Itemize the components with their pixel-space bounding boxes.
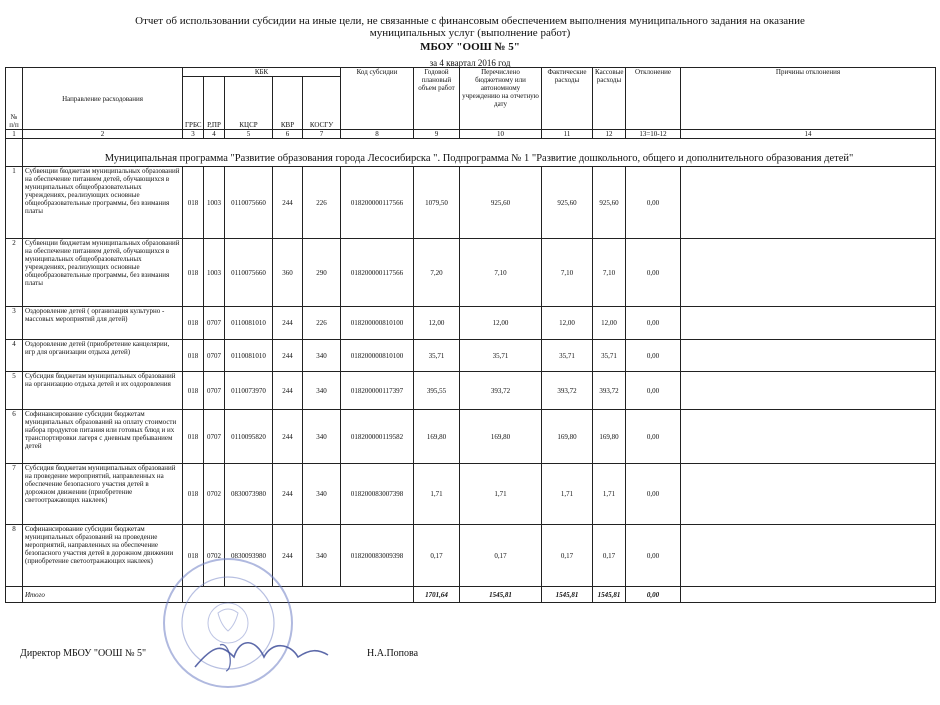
cell-direction: Субвенции бюджетам муниципальных образований на обеспечение питанием детей, обучающихся в муниципальных общеобразовательных учреждениях, реализующих основные общеобразовательные программы, без взимания платы <box>23 239 183 307</box>
col-number: 12 <box>593 130 626 139</box>
cell-deviation: 0,00 <box>626 372 681 410</box>
total-annual: 1701,64 <box>414 587 460 603</box>
cell-cash: 7,10 <box>593 239 626 307</box>
director-title: Директор МБОУ "ООШ № 5" <box>20 648 147 659</box>
cell-transferred: 925,60 <box>460 167 542 239</box>
cell-cash: 0,17 <box>593 525 626 587</box>
cell-grbs: 018 <box>183 464 204 525</box>
cell-n: 4 <box>6 340 23 372</box>
cell-deviation: 0,00 <box>626 464 681 525</box>
cell-rpr: 0702 <box>204 464 225 525</box>
report-title-line2: муниципальных услуг (выполнение работ) <box>369 27 571 39</box>
cell-kvr: 244 <box>273 525 303 587</box>
cell-annual: 12,00 <box>414 307 460 340</box>
col-number: 8 <box>341 130 414 139</box>
col-number: 6 <box>273 130 303 139</box>
program-title: Муниципальная программа "Развитие образования города Лесосибирска ". Подпрограмма № 1 "Развитие дошкольного, общего и дополнительного образования детей" <box>23 139 936 167</box>
cell-kcsr: 0830093980 <box>225 525 273 587</box>
cell-cash: 393,72 <box>593 372 626 410</box>
cell-annual: 169,80 <box>414 410 460 464</box>
program-num-cell <box>6 139 23 167</box>
handwritten-signature <box>195 643 328 667</box>
cell-kosgu: 340 <box>303 464 341 525</box>
col-direction-header: Направление расходования <box>23 68 183 130</box>
cell-reason <box>681 340 936 372</box>
cell-cash: 12,00 <box>593 307 626 340</box>
col-number: 14 <box>681 130 936 139</box>
cell-n: 8 <box>6 525 23 587</box>
cell-cash: 925,60 <box>593 167 626 239</box>
cell-kosgu: 226 <box>303 167 341 239</box>
cell-direction: Оздоровление детей (приобретение канцелярии, игр для организации отдыха детей) <box>23 340 183 372</box>
cell-cash: 1,71 <box>593 464 626 525</box>
report-period: за 4 квартал 2016 год <box>429 58 511 68</box>
col-number: 13=10-12 <box>626 130 681 139</box>
cell-code: 018200000117397 <box>341 372 414 410</box>
cell-kosgu: 226 <box>303 307 341 340</box>
col-kvr-header: КВР <box>273 77 303 130</box>
col-number: 10 <box>460 130 542 139</box>
cell-reason <box>681 239 936 307</box>
cell-annual: 1,71 <box>414 464 460 525</box>
cell-kosgu: 340 <box>303 410 341 464</box>
col-number: 11 <box>542 130 593 139</box>
cell-direction: Субсидия бюджетам муниципальных образований на организацию отдыха детей и их оздоровления <box>23 372 183 410</box>
cell-kvr: 244 <box>273 464 303 525</box>
cell-annual: 395,55 <box>414 372 460 410</box>
cell-code: 018200000810100 <box>341 307 414 340</box>
cell-reason <box>681 464 936 525</box>
cell-kcsr: 0110073970 <box>225 372 273 410</box>
cell-code: 018200000810100 <box>341 340 414 372</box>
cell-transferred: 1,71 <box>460 464 542 525</box>
cell-rpr: 1003 <box>204 239 225 307</box>
cell-actual: 35,71 <box>542 340 593 372</box>
cell-grbs: 018 <box>183 239 204 307</box>
cell-deviation: 0,00 <box>626 307 681 340</box>
col-grbs-header: ГРБС <box>183 77 204 130</box>
cell-annual: 35,71 <box>414 340 460 372</box>
cell-reason <box>681 167 936 239</box>
cell-annual: 0,17 <box>414 525 460 587</box>
table-row <box>6 372 936 410</box>
cell-grbs: 018 <box>183 525 204 587</box>
col-number: 9 <box>414 130 460 139</box>
col-number: 3 <box>183 130 204 139</box>
col-transferred-header: Перечислено бюджетному или автономному учреждению на отчетную дату <box>460 68 542 130</box>
cell-code: 018200000119582 <box>341 410 414 464</box>
table-row <box>6 167 936 239</box>
cell-transferred: 7,10 <box>460 239 542 307</box>
col-number: 7 <box>303 130 341 139</box>
table-row <box>6 525 936 587</box>
cell-deviation: 0,00 <box>626 167 681 239</box>
cell-grbs: 018 <box>183 167 204 239</box>
col-num-header: № п/п <box>6 68 23 130</box>
cell-rpr: 0707 <box>204 372 225 410</box>
cell-kvr: 244 <box>273 340 303 372</box>
table-row <box>6 340 936 372</box>
total-deviation: 0,00 <box>626 587 681 603</box>
director-name: Н.А.Попова <box>367 648 419 659</box>
cell-deviation: 0,00 <box>626 410 681 464</box>
cell-transferred: 393,72 <box>460 372 542 410</box>
col-kcsr-header: КЦСР <box>225 77 273 130</box>
col-number: 4 <box>204 130 225 139</box>
cell-deviation: 0,00 <box>626 239 681 307</box>
report-title-line1: Отчет об использовании субсидии на иные цели, не связанные с финансовым обеспечением выполнения муниципального задания на оказание <box>135 15 805 27</box>
col-kbk-header: КБК <box>183 68 341 77</box>
cell-reason <box>681 372 936 410</box>
cell-transferred: 169,80 <box>460 410 542 464</box>
cell-actual: 12,00 <box>542 307 593 340</box>
cell-direction: Софинансирование субсидии бюджетам муниципальных образований на оплату стоимости набора продуктов питания или готовых блюд и их транспортировки лагеря с дневным пребыванием детей <box>23 410 183 464</box>
cell-reason <box>681 307 936 340</box>
table-row <box>6 410 936 464</box>
cell-kcsr: 0110075660 <box>225 167 273 239</box>
cell-actual: 7,10 <box>542 239 593 307</box>
cell-kvr: 360 <box>273 239 303 307</box>
cell-deviation: 0,00 <box>626 525 681 587</box>
cell-grbs: 018 <box>183 307 204 340</box>
cell-kcsr: 0110081010 <box>225 340 273 372</box>
cell-cash: 169,80 <box>593 410 626 464</box>
cell-grbs: 018 <box>183 340 204 372</box>
cell-n: 2 <box>6 239 23 307</box>
cell-actual: 0,17 <box>542 525 593 587</box>
cell-annual: 1079,50 <box>414 167 460 239</box>
cell-transferred: 35,71 <box>460 340 542 372</box>
cell-n: 7 <box>6 464 23 525</box>
cell-grbs: 018 <box>183 410 204 464</box>
cell-reason <box>681 410 936 464</box>
cell-transferred: 12,00 <box>460 307 542 340</box>
cell-direction: Софинансирование субсидии бюджетам муниципальных образований на проведение мероприятий, направленных на обеспечение безопасного участия детей в дорожном движении (приобретение светоотражающих наклеек) <box>23 525 183 587</box>
col-reasons-header: Причины отклонения <box>681 68 936 130</box>
cell-kcsr: 0110075660 <box>225 239 273 307</box>
cell-kvr: 244 <box>273 167 303 239</box>
cell-kosgu: 340 <box>303 525 341 587</box>
subsidy-report-table <box>5 67 936 603</box>
table-row <box>6 464 936 525</box>
col-rpr-header: Р,ПР <box>204 77 225 130</box>
cell-transferred: 0,17 <box>460 525 542 587</box>
col-number: 2 <box>23 130 183 139</box>
cell-kvr: 244 <box>273 307 303 340</box>
col-number: 1 <box>6 130 23 139</box>
cell-rpr: 0707 <box>204 307 225 340</box>
cell-kosgu: 340 <box>303 340 341 372</box>
cell-rpr: 1003 <box>204 167 225 239</box>
organization-name: МБОУ "ООШ № 5" <box>420 41 520 53</box>
cell-code: 018200083009398 <box>341 525 414 587</box>
col-annual-header: Годовой плановый объем работ <box>414 68 460 130</box>
col-code-header: Код субсидии <box>341 68 414 130</box>
cell-kosgu: 290 <box>303 239 341 307</box>
total-empty-cell <box>183 587 414 603</box>
col-number: 5 <box>225 130 273 139</box>
total-cash: 1545,81 <box>593 587 626 603</box>
cell-kcsr: 0110081010 <box>225 307 273 340</box>
total-num-cell <box>6 587 23 603</box>
cell-reason <box>681 525 936 587</box>
cell-kvr: 244 <box>273 372 303 410</box>
cell-kcsr: 0830073980 <box>225 464 273 525</box>
total-reason <box>681 587 936 603</box>
cell-direction: Субсидия бюджетам муниципальных образований на проведение мероприятий, направленных на обеспечение безопасного участия детей в дорожном движении (приобретение светоотражающих наклеек) <box>23 464 183 525</box>
cell-rpr: 0707 <box>204 410 225 464</box>
total-label: Итого <box>23 587 183 603</box>
cell-grbs: 018 <box>183 372 204 410</box>
table-row <box>6 307 936 340</box>
cell-n: 1 <box>6 167 23 239</box>
col-kosgu-header: КОСГУ <box>303 77 341 130</box>
cell-cash: 35,71 <box>593 340 626 372</box>
cell-actual: 925,60 <box>542 167 593 239</box>
cell-kosgu: 340 <box>303 372 341 410</box>
col-cash-header: Кассовые расходы <box>593 68 626 130</box>
cell-rpr: 0707 <box>204 340 225 372</box>
col-actual-header: Фактические расходы <box>542 68 593 130</box>
cell-kvr: 244 <box>273 410 303 464</box>
col-deviation-header: Отклонение <box>626 68 681 130</box>
cell-actual: 169,80 <box>542 410 593 464</box>
cell-code: 018200000117566 <box>341 239 414 307</box>
cell-rpr: 0702 <box>204 525 225 587</box>
cell-n: 5 <box>6 372 23 410</box>
cell-actual: 1,71 <box>542 464 593 525</box>
cell-kcsr: 0110095820 <box>225 410 273 464</box>
total-row <box>6 587 936 603</box>
cell-n: 6 <box>6 410 23 464</box>
cell-actual: 393,72 <box>542 372 593 410</box>
cell-direction: Оздоровление детей ( организация культурно - массовых мероприятий для детей) <box>23 307 183 340</box>
total-transferred: 1545,81 <box>460 587 542 603</box>
cell-annual: 7,20 <box>414 239 460 307</box>
cell-code: 018200000117566 <box>341 167 414 239</box>
cell-n: 3 <box>6 307 23 340</box>
table-row <box>6 239 936 307</box>
cell-deviation: 0,00 <box>626 340 681 372</box>
cell-direction: Субвенции бюджетам муниципальных образований на обеспечение питанием детей, обучающихся в муниципальных общеобразовательных учреждениях, реализующих основные общеобразовательные программы, без взимания платы <box>23 167 183 239</box>
total-actual: 1545,81 <box>542 587 593 603</box>
cell-code: 018200083007398 <box>341 464 414 525</box>
